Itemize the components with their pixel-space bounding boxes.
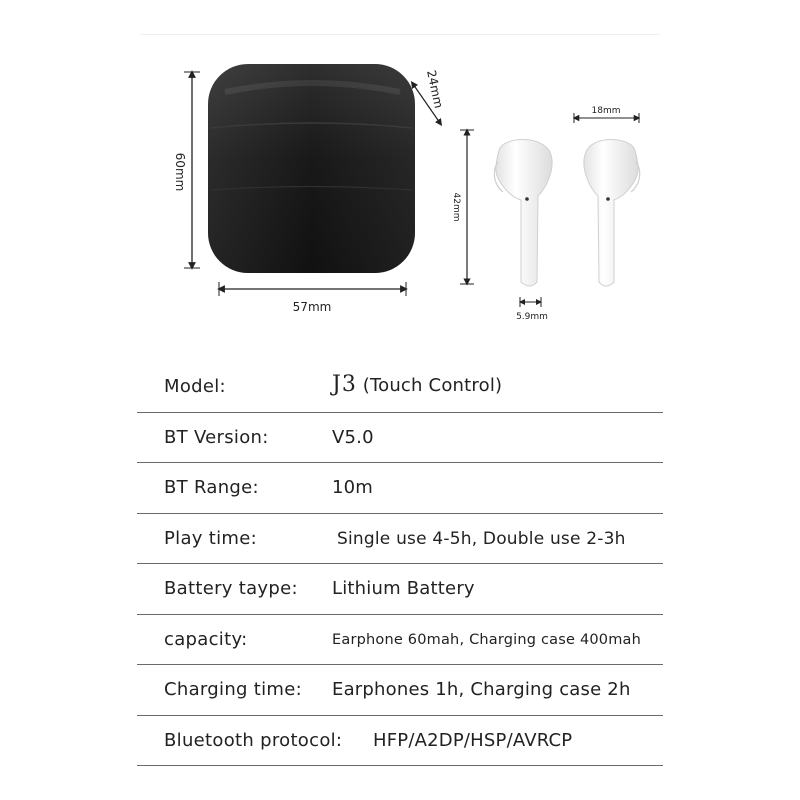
earbud-width-label: 18mm (591, 106, 621, 116)
spec-label: Charging time: (164, 679, 303, 700)
case-height-label: 60mm (173, 152, 187, 192)
spec-value (332, 372, 502, 397)
case-width-dimension (219, 282, 406, 314)
case-depth-dimension (413, 69, 446, 123)
spec-table (137, 362, 663, 766)
earbud-left (494, 139, 552, 286)
spec-value: Earphone 60mah, Charging case 400mah (332, 631, 642, 648)
case-width-label: 57mm (292, 300, 332, 314)
spec-row-model (137, 362, 663, 413)
earbud-height-dimension (451, 130, 474, 284)
earbud-right (584, 139, 640, 286)
spec-label: BT Range: (164, 477, 259, 498)
spec-label: BT Version: (164, 426, 269, 448)
spec-row-bt-range (137, 463, 663, 514)
spec-value: V5.0 (332, 426, 374, 448)
case-depth-label: 24mm (424, 68, 446, 110)
earbud-width-dimension (574, 106, 639, 123)
product-dimension-diagram (0, 0, 800, 340)
spec-value: Lithium Battery (332, 578, 475, 599)
spec-row-capacity (137, 615, 663, 666)
earbud-stem-dimension (516, 297, 548, 322)
spec-value: Earphones 1h, Charging case 2h (332, 679, 631, 700)
spec-row-bluetooth-protocol (137, 716, 663, 767)
spec-label: Model: (164, 376, 226, 397)
spec-label: capacity: (164, 628, 248, 650)
spec-label: Play time: (164, 527, 257, 549)
spec-value: HFP/A2DP/HSP/AVRCP (373, 729, 573, 751)
spec-row-battery-type (137, 564, 663, 615)
model-name: J3 (332, 372, 357, 397)
spec-label: Bluetooth protocol: (164, 729, 343, 751)
spec-value: 10m (332, 477, 374, 498)
spec-value: Single use 4-5h, Double use 2-3h (337, 528, 626, 549)
earbud-height-label: 42mm (451, 192, 461, 222)
spec-row-play-time (137, 514, 663, 565)
model-extra: (Touch Control) (356, 375, 503, 396)
charging-case (208, 64, 415, 273)
spec-row-charging-time (137, 665, 663, 716)
earbud-stem-label: 5.9mm (516, 312, 548, 322)
spec-label: Battery taype: (164, 578, 298, 599)
case-height-dimension (173, 72, 200, 268)
spec-row-bt-version (137, 413, 663, 464)
